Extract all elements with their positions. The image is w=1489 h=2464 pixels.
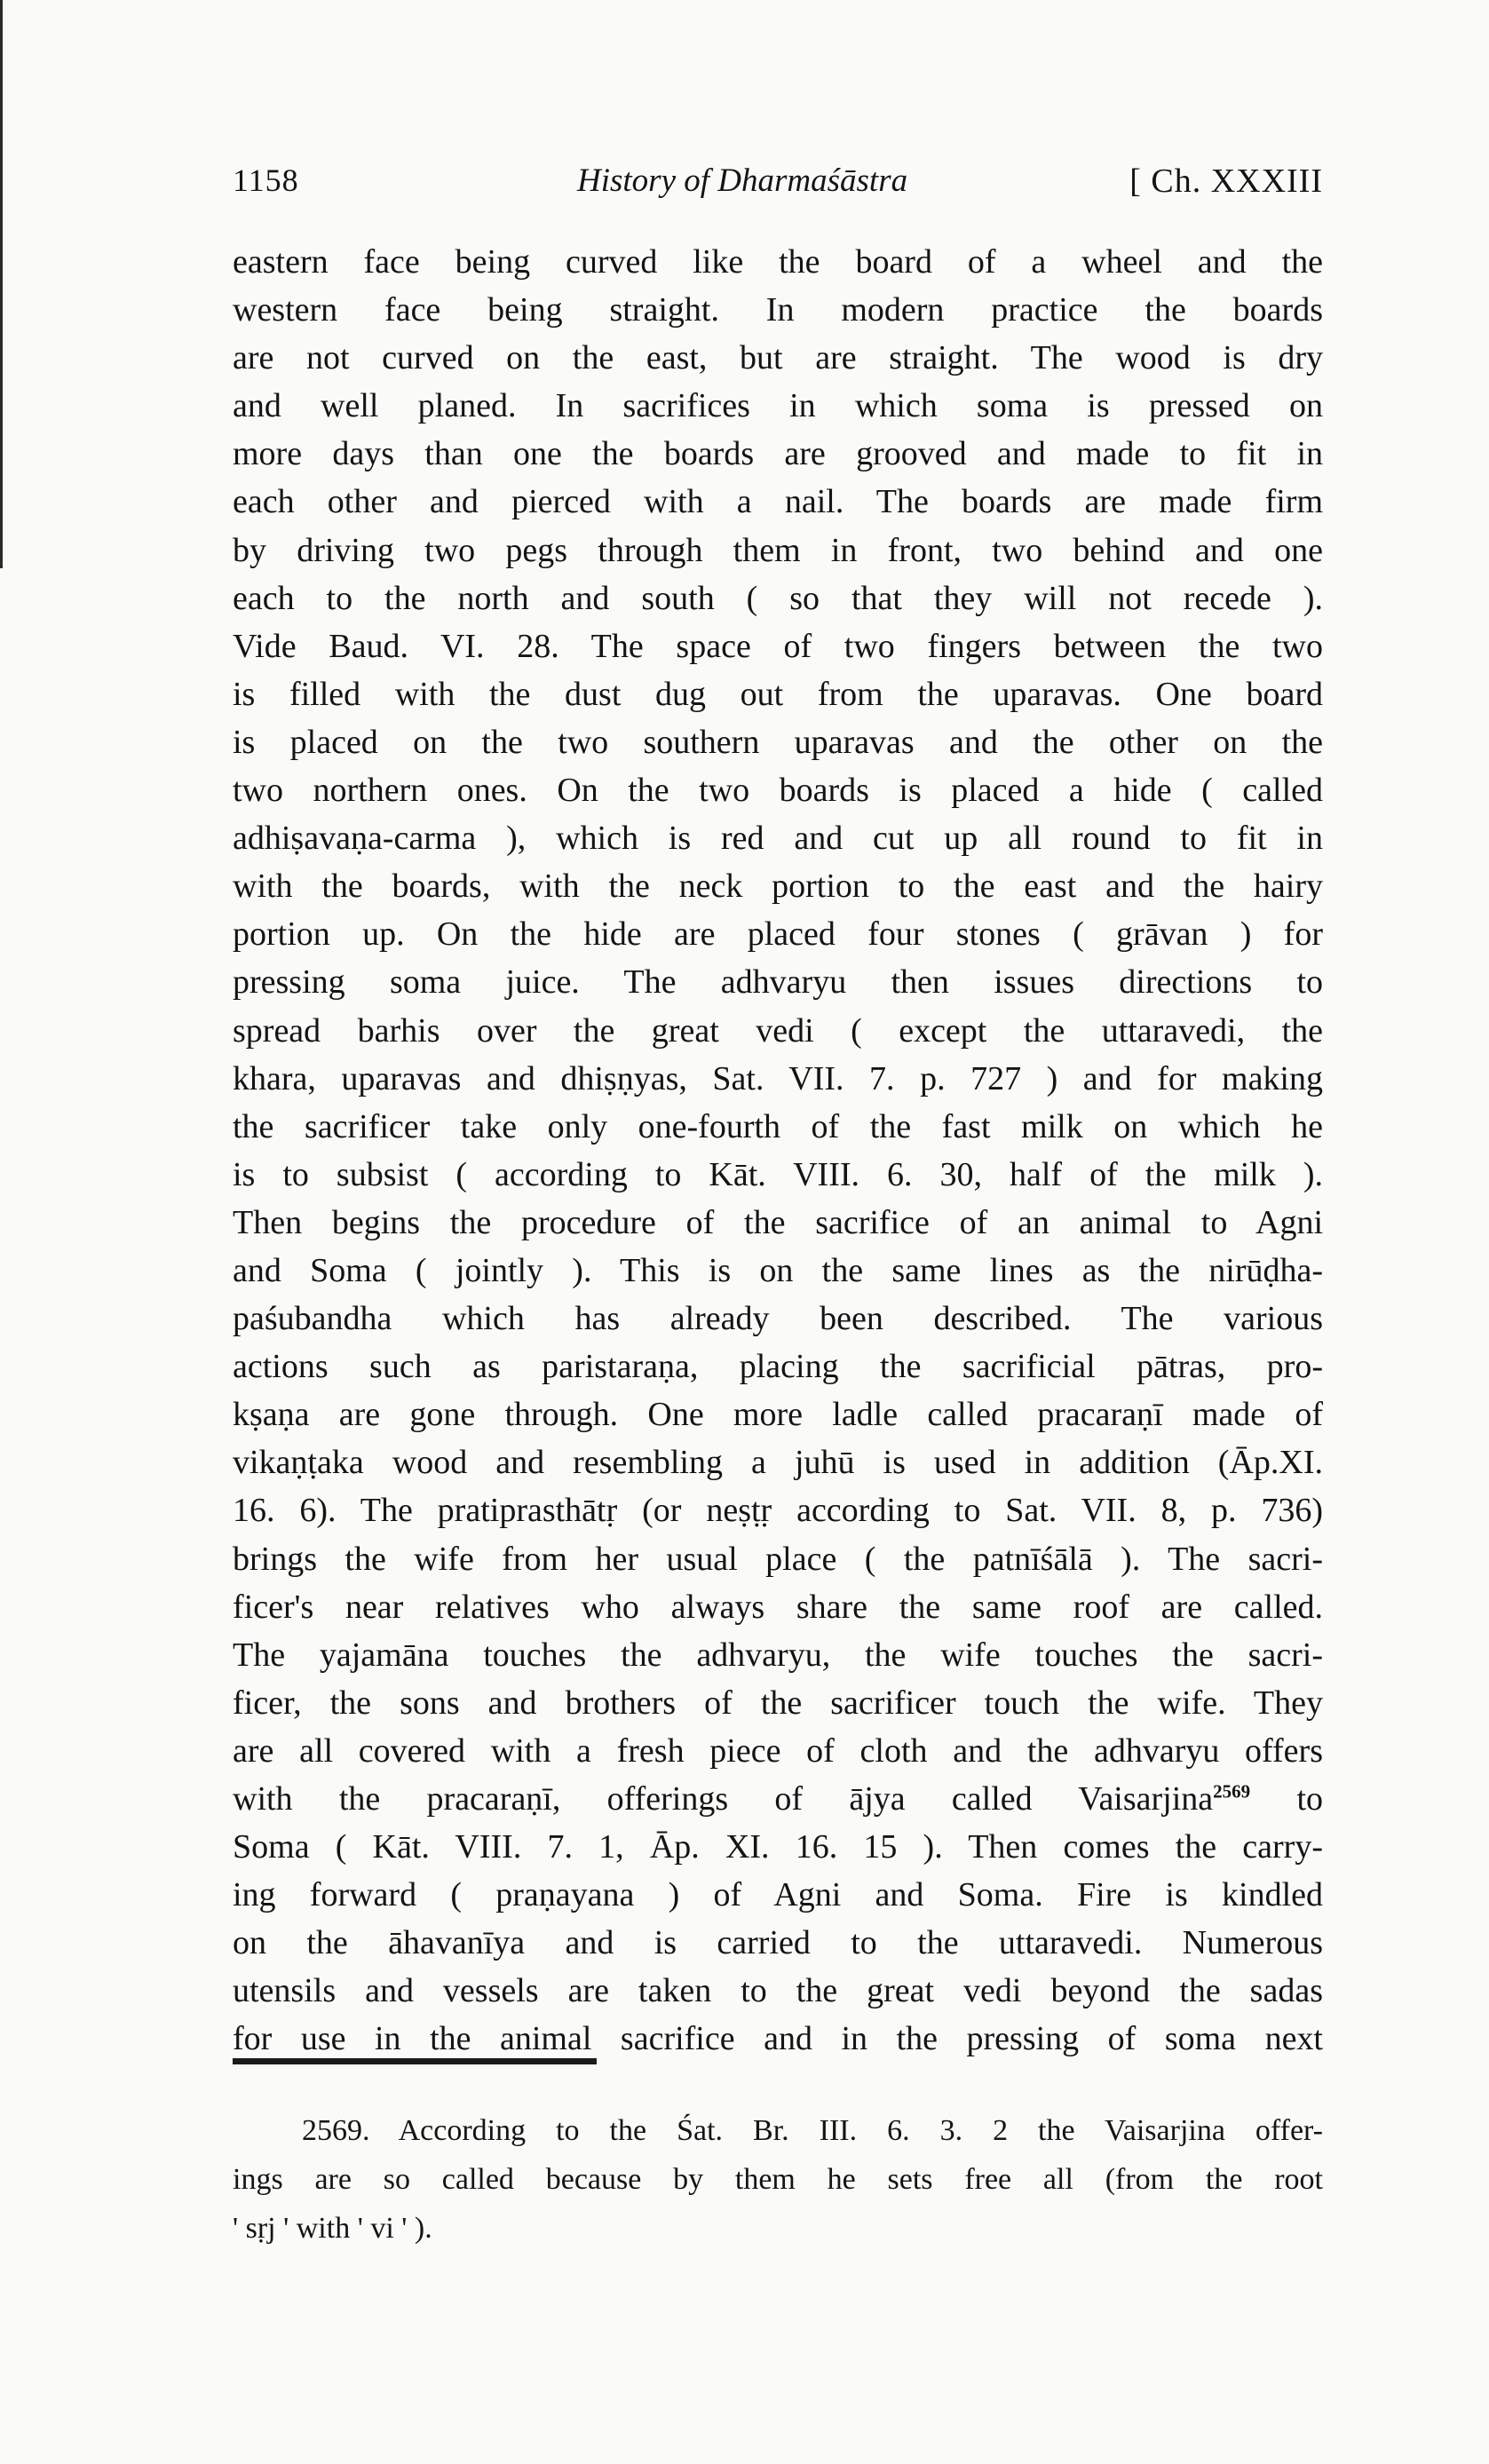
page-edge-shadow xyxy=(0,0,3,568)
text-line: and Soma ( jointly ). This is on the same lines as the nirūḍha- xyxy=(233,1251,1323,1289)
chapter-label: [ Ch. XXXIII xyxy=(1129,162,1323,200)
footnote-line: ' sṛj ' with ' vi ' ). xyxy=(233,2212,432,2245)
text-line: each other and pierced with a nail. The boards are made firm xyxy=(233,483,1323,521)
footnote-reference: 2569 xyxy=(1213,1780,1251,1802)
text-line: eastern face being curved like the board of a wheel and the xyxy=(233,243,1323,281)
text-line: spread barhis over the great vedi ( except the uttaravedi, the xyxy=(233,1011,1323,1050)
text-line: adhiṣavaṇa-carma ), which is red and cut up all round to fit in xyxy=(233,820,1323,858)
text-line: kṣaṇa are gone through. One more ladle called pracaraṇī made of xyxy=(233,1396,1323,1434)
text-line: are not curved on the east, but are straight. The wood is dry xyxy=(233,339,1323,377)
text-line: 16. 6). The pratiprasthātṛ (or neṣṭṛ according to Sat. VII. 8, p. 736) xyxy=(233,1492,1323,1530)
footnote-line: ings are so called because by them he sets free all (from the root xyxy=(233,2163,1323,2196)
text-line: by driving two pegs through them in front, two behind and one xyxy=(233,531,1323,569)
text-line: and well planed. In sacrifices in which soma is pressed on xyxy=(233,387,1323,425)
text-line: for use in the animal sacrifice and in the pressing of soma next xyxy=(233,2020,1323,2058)
text-line: two northern ones. On the two boards is placed a hide ( called xyxy=(233,772,1323,810)
text-line: western face being straight. In modern practice the boards xyxy=(233,291,1323,329)
text-line-with-footnote-ref xyxy=(233,1775,1323,1823)
text-line: is filled with the dust dug out from the uparavas. One board xyxy=(233,675,1323,713)
text-line: actions such as paristaraṇa, placing the sacrificial pātras, pro- xyxy=(233,1348,1323,1386)
text-line: with the boards, with the neck portion to the east and the hairy xyxy=(233,868,1323,906)
text-line: the sacrificer take only one-fourth of the fast milk on which he xyxy=(233,1107,1323,1145)
page-number: 1158 xyxy=(233,162,299,198)
text-line: Then begins the procedure of the sacrifice of an animal to Agni xyxy=(233,1203,1323,1241)
text-segment: to xyxy=(1250,1780,1324,1818)
text-line: khara, uparavas and dhiṣṇyas, Sat. VII. 7. p. 727 ) and for making xyxy=(233,1059,1323,1097)
text-line: is placed on the two southern uparavas and the other on the xyxy=(233,723,1323,761)
text-line: brings the wife from her usual place ( the patnīśālā ). The sacri- xyxy=(233,1540,1323,1578)
text-line: Soma ( Kāt. VIII. 7. 1, Āp. XI. 16. 15 ). Then comes the carry- xyxy=(233,1828,1323,1866)
footnote xyxy=(233,2106,1323,2253)
footnote-line: 2569. According to the Śat. Br. III. 6. 3. 2 the Vaisarjina offer- xyxy=(302,2114,1323,2147)
text-line: each to the north and south ( so that they will not recede ). xyxy=(233,579,1323,617)
text-line: The yajamāna touches the adhvaryu, the wife touches the sacri- xyxy=(233,1636,1323,1674)
running-head xyxy=(233,162,1323,215)
text-line: is to subsist ( according to Kāt. VIII. 6. 30, half of the milk ). xyxy=(233,1155,1323,1193)
text-line: ing forward ( praṇayana ) of Agni and Soma. Fire is kindled xyxy=(233,1876,1323,1914)
text-line: paśubandha which has already been described. The various xyxy=(233,1300,1323,1338)
text-line: ficer's near relatives who always share the same roof are called. xyxy=(233,1588,1323,1626)
text-line: more days than one the boards are grooved and made to fit in xyxy=(233,435,1323,473)
text-line: vikaṇṭaka wood and resembling a juhū is used in addition (Āp.XI. xyxy=(233,1444,1323,1482)
text-line: portion up. On the hide are placed four stones ( grāvan ) for xyxy=(233,915,1323,954)
footnote-divider xyxy=(233,2058,597,2064)
main-text xyxy=(233,238,1323,2064)
text-line: are all covered with a fresh piece of cloth and the adhvaryu offers xyxy=(233,1731,1323,1770)
text-segment: with the pracaraṇī, offerings of ājya called Vaisarjina xyxy=(233,1780,1214,1818)
text-line: Vide Baud. VI. 28. The space of two fingers between the two xyxy=(233,627,1323,665)
text-line: ficer, the sons and brothers of the sacrificer touch the wife. They xyxy=(233,1684,1323,1722)
text-line: pressing soma juice. The adhvaryu then issues directions to xyxy=(233,963,1323,1002)
text-line: utensils and vessels are taken to the great vedi beyond the sadas xyxy=(233,1972,1323,2010)
text-line: on the āhavanīya and is carried to the uttaravedi. Numerous xyxy=(233,1924,1323,1962)
header-title: History of Dharmaśāstra xyxy=(577,162,908,199)
